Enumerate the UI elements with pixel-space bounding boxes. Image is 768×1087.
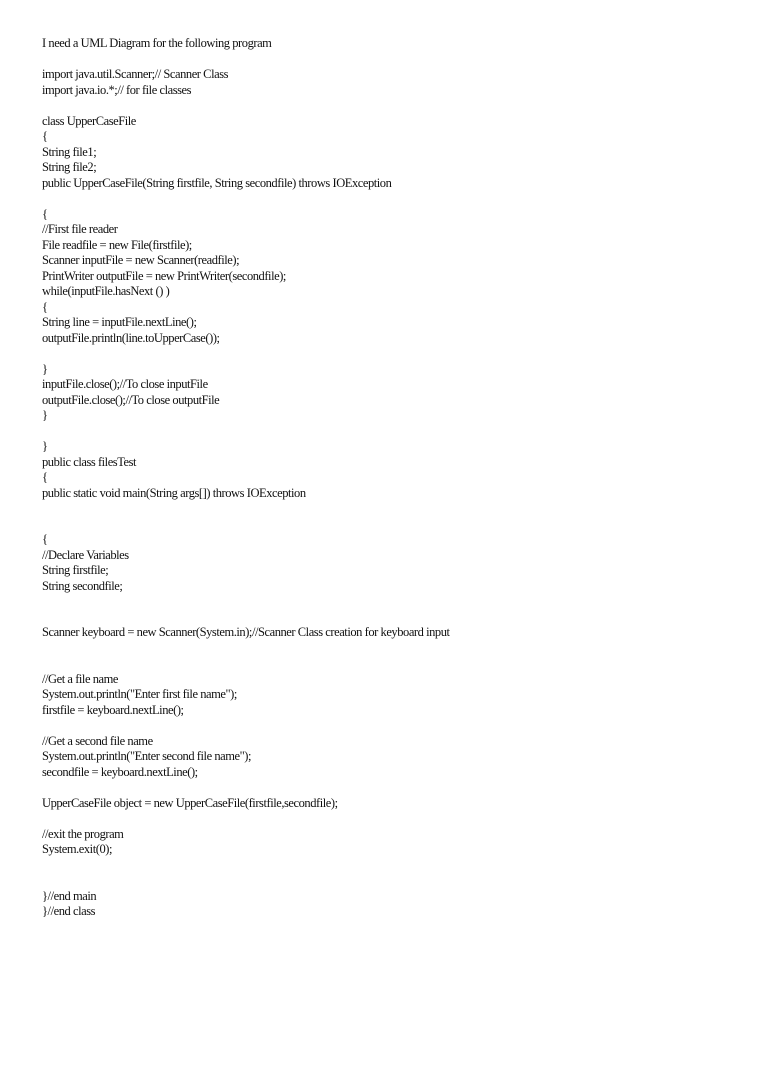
text-line bbox=[42, 501, 742, 517]
text-line bbox=[42, 98, 742, 114]
text-line: PrintWriter outputFile = new PrintWriter(secondfile); bbox=[42, 268, 286, 283]
text-line: { bbox=[42, 532, 48, 546]
text-line bbox=[42, 610, 742, 626]
text-line: outputFile.close();//To close outputFile bbox=[42, 392, 220, 407]
text-line: while(inputFile.hasNext () ) bbox=[42, 284, 170, 298]
text-line: public UpperCaseFile(String firstfile, String secondfile) throws IOException bbox=[42, 175, 392, 190]
text-line bbox=[42, 858, 742, 874]
text-line: Scanner inputFile = new Scanner(readfile); bbox=[42, 253, 240, 267]
text-line bbox=[42, 780, 742, 796]
text-line: //Declare Variables bbox=[42, 547, 129, 562]
text-line: //Get a second file name bbox=[42, 733, 153, 748]
text-line: } bbox=[42, 408, 48, 422]
text-line: inputFile.close();//To close inputFile bbox=[42, 377, 208, 391]
text-line: System.out.println("Enter first file name"); bbox=[42, 687, 237, 701]
text-line bbox=[42, 594, 742, 610]
text-line bbox=[42, 346, 742, 362]
text-line: String line = inputFile.nextLine(); bbox=[42, 315, 197, 329]
text-line: //Get a file name bbox=[42, 671, 118, 686]
text-line: //exit the program bbox=[42, 826, 124, 841]
text-line: import java.io.*;// for file classes bbox=[42, 82, 192, 97]
text-line: System.out.println("Enter second file name"); bbox=[42, 749, 251, 763]
text-line bbox=[42, 656, 742, 672]
text-line bbox=[42, 641, 742, 657]
text-line: Scanner keyboard = new Scanner(System.in);//Scanner Class creation for keyboard input bbox=[42, 625, 450, 639]
document-body bbox=[42, 36, 742, 920]
text-line: //First file reader bbox=[42, 222, 118, 236]
text-line: import java.util.Scanner;// Scanner Class bbox=[42, 67, 229, 81]
text-line bbox=[42, 52, 742, 68]
text-line: { bbox=[42, 129, 48, 143]
text-line: }//end main bbox=[42, 888, 97, 903]
text-line bbox=[42, 718, 742, 734]
text-line bbox=[42, 424, 742, 440]
text-line: String file1; bbox=[42, 144, 97, 159]
document-heading: I need a UML Diagram for the following program bbox=[42, 36, 272, 50]
text-line: { bbox=[42, 470, 48, 484]
text-line: { bbox=[42, 299, 48, 314]
text-line: String firstfile; bbox=[42, 563, 109, 577]
text-line: } bbox=[42, 361, 48, 376]
text-line: String secondfile; bbox=[42, 578, 123, 593]
text-line bbox=[42, 873, 742, 889]
text-line: secondfile = keyboard.nextLine(); bbox=[42, 764, 198, 779]
text-line bbox=[42, 517, 742, 533]
text-line: outputFile.println(line.toUpperCase()); bbox=[42, 330, 220, 345]
text-line: class UpperCaseFile bbox=[42, 113, 136, 128]
text-line bbox=[42, 191, 742, 207]
text-line: }//end class bbox=[42, 904, 96, 918]
text-line bbox=[42, 811, 742, 827]
text-line: public static void main(String args[]) throws IOException bbox=[42, 485, 306, 500]
text-line: } bbox=[42, 439, 48, 453]
text-line: public class filesTest bbox=[42, 454, 137, 469]
text-line: System.exit(0); bbox=[42, 842, 112, 856]
text-line: { bbox=[42, 206, 48, 221]
text-line: firstfile = keyboard.nextLine(); bbox=[42, 702, 184, 717]
text-line: UpperCaseFile object = new UpperCaseFile(firstfile,secondfile); bbox=[42, 795, 338, 810]
text-line: String file2; bbox=[42, 160, 97, 174]
text-line: File readfile = new File(firstfile); bbox=[42, 237, 192, 252]
